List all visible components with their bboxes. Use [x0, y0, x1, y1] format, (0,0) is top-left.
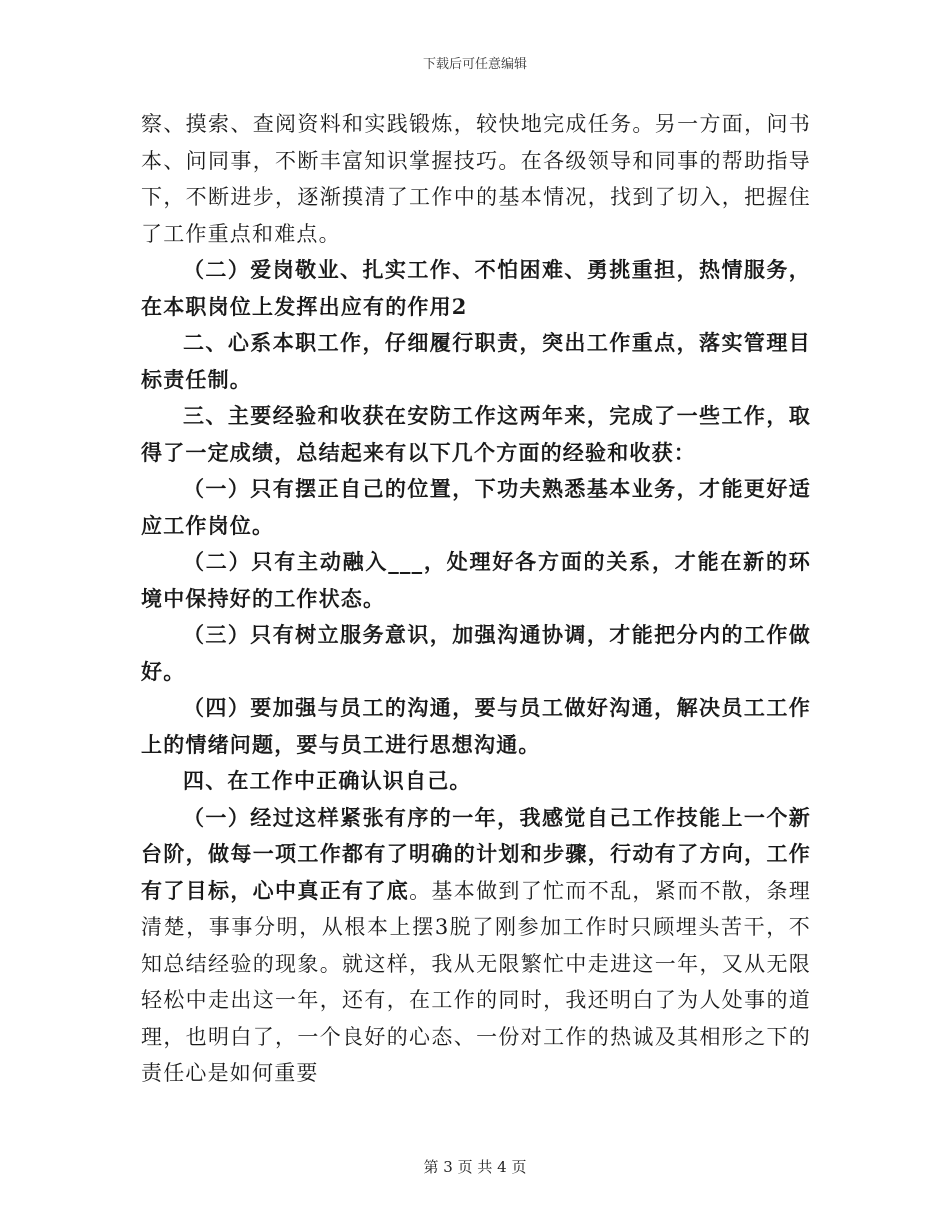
document-body — [141, 106, 811, 1092]
paragraph-section-4-1-bold: （一）经过这样紧张有序的一年，我感觉自己工作技能上一个新台阶，做每一项工作都有了明确的计划和步骤，行动有了方向，工作有了目标，心中真正有了底 — [141, 804, 811, 903]
paragraph-section-4: 四、在工作中正确认识自己。 — [183, 768, 472, 793]
paragraph-section-3-4: （四）要加强与员工的沟通，要与员工做好沟通，解决员工工作上的情绪问题，要与员工进行思想沟通。 — [141, 695, 811, 757]
paragraph-section-4-1-normal: 。基本做到了忙而不乱，紧而不散，条理清楚，事事分明，从根本上摆3脱了刚参加工作时只顾埋头苦干，不知总结经验的现象。就这样，我从无限繁忙中走进这一年，又从无限轻松中走出这一年，还有，在工作的同时，我还明白了为人处事的道理，也明白了，一个良好的心态、一份对工作的热诚及其相形之下的责任心是如何重要 — [141, 878, 811, 1085]
paragraph-section-3-2: （二）只有主动融入___，处理好各方面的关系，才能在新的环境中保持好的工作状态。 — [141, 549, 811, 611]
paragraph-section-3: 三、主要经验和收获在安防工作这两年来，完成了一些工作，取得了一定成绩，总结起来有以下几个方面的经验和收获： — [141, 403, 811, 465]
paragraph-continuation: 察、摸索、查阅资料和实践锻炼，较快地完成任务。另一方面，问书本、问同事，不断丰富知识掌握技巧。在各级领导和同事的帮助指导下，不断进步，逐渐摸清了工作中的基本情况，找到了切入，把握住了工作重点和难点。 — [141, 112, 811, 246]
page-footer-number: 第 3 页 共 4 页 — [423, 1158, 527, 1176]
paragraph-section-2-2: （二）爱岗敬业、扎实工作、不怕困难、勇挑重担，热情服务，在本职岗位上发挥出应有的作用2 — [141, 257, 811, 319]
page-header-note: 下载后可任意编辑 — [422, 57, 527, 72]
paragraph-section-4-1 — [141, 800, 811, 1092]
paragraph-section-2: 二、心系本职工作，仔细履行职责，突出工作重点，落实管理目标责任制。 — [141, 330, 811, 392]
paragraph-section-3-3: （三）只有树立服务意识，加强沟通协调，才能把分内的工作做好。 — [141, 622, 811, 684]
paragraph-section-3-1: （一）只有摆正自己的位置，下功夫熟悉基本业务，才能更好适应工作岗位。 — [141, 476, 811, 538]
